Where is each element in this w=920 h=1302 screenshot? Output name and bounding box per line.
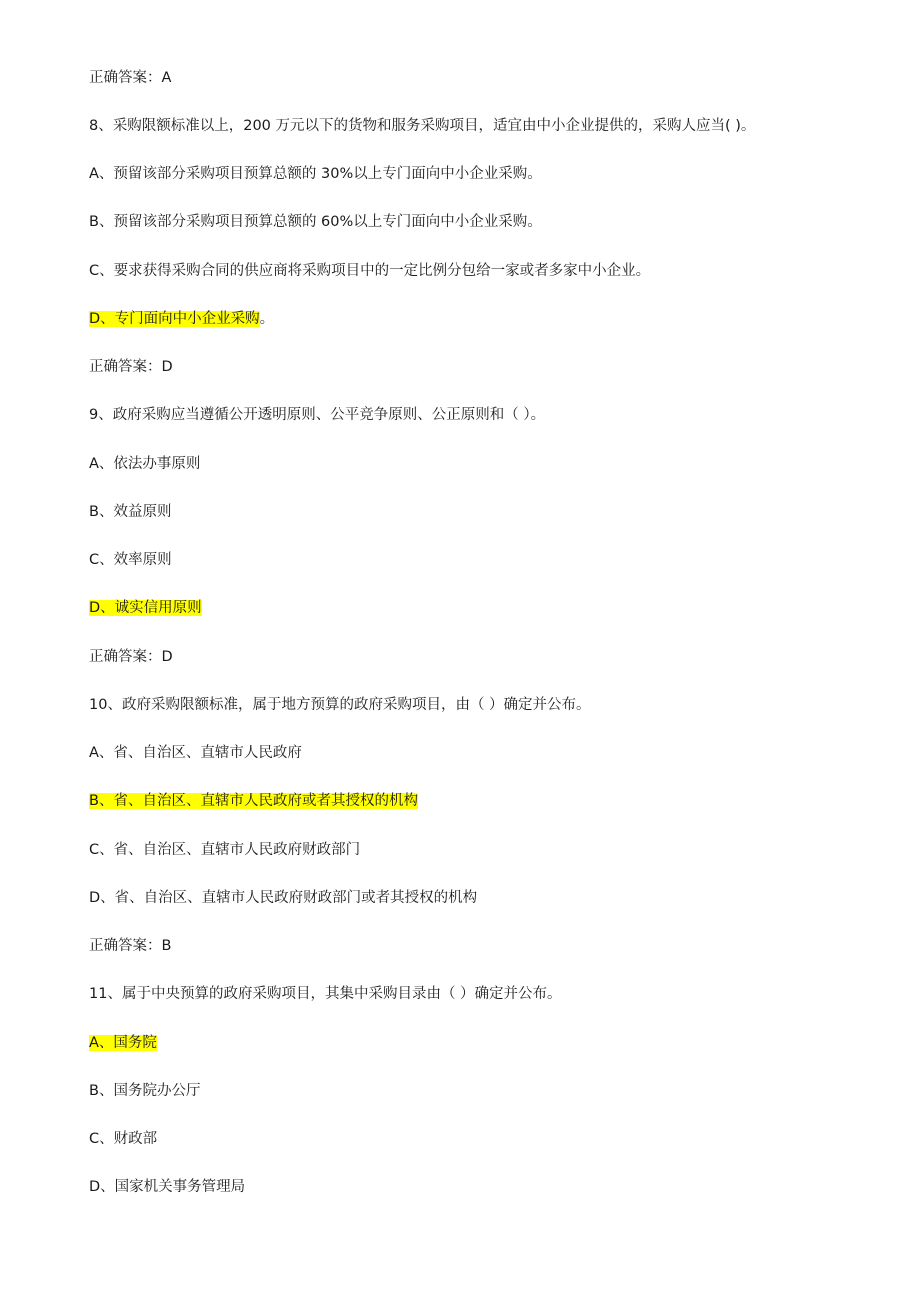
option-d: D、国家机关事务管理局 bbox=[89, 1179, 246, 1195]
question-11: 11、属于中央预算的政府采购项目，其集中采购目录由（ ）确定并公布。 bbox=[89, 986, 562, 1002]
option-b: B、国务院办公厅 bbox=[89, 1083, 201, 1099]
option-d-correct: D、专门面向中小企业采购。 bbox=[89, 311, 275, 327]
option-c: C、省、自治区、直辖市人民政府财政部门 bbox=[89, 842, 361, 858]
option-d: D、省、自治区、直辖市人民政府财政部门或者其授权的机构 bbox=[89, 890, 478, 906]
option-c: C、财政部 bbox=[89, 1131, 158, 1147]
option-b: B、效益原则 bbox=[89, 504, 172, 520]
option-a: A、依法办事原则 bbox=[89, 456, 201, 472]
option-a: A、省、自治区、直辖市人民政府 bbox=[89, 745, 302, 761]
question-8: 8、采购限额标准以上，200 万元以下的货物和服务采购项目，适宜由中小企业提供的，采购人应当( )。 bbox=[89, 118, 756, 134]
question-10: 10、政府采购限额标准，属于地方预算的政府采购项目，由（ ）确定并公布。 bbox=[89, 697, 591, 713]
option-c: C、效率原则 bbox=[89, 552, 172, 568]
answer-line: 正确答案：A bbox=[89, 70, 172, 86]
option-b: B、预留该部分采购项目预算总额的 60%以上专门面向中小企业采购。 bbox=[89, 214, 542, 230]
option-a: A、预留该部分采购项目预算总额的 30%以上专门面向中小企业采购。 bbox=[89, 166, 542, 182]
answer-line: 正确答案：D bbox=[89, 359, 173, 375]
question-9: 9、政府采购应当遵循公开透明原则、公平竞争原则、公正原则和（ ）。 bbox=[89, 407, 546, 423]
option-b-correct: B、省、自治区、直辖市人民政府或者其授权的机构 bbox=[89, 793, 418, 809]
answer-line: 正确答案：B bbox=[89, 938, 172, 954]
option-d-correct: D、诚实信用原则 bbox=[89, 600, 202, 616]
answer-line: 正确答案：D bbox=[89, 649, 173, 665]
option-a-correct: A、国务院 bbox=[89, 1035, 157, 1051]
option-c: C、要求获得采购合同的供应商将采购项目中的一定比例分包给一家或者多家中小企业。 bbox=[89, 263, 651, 279]
